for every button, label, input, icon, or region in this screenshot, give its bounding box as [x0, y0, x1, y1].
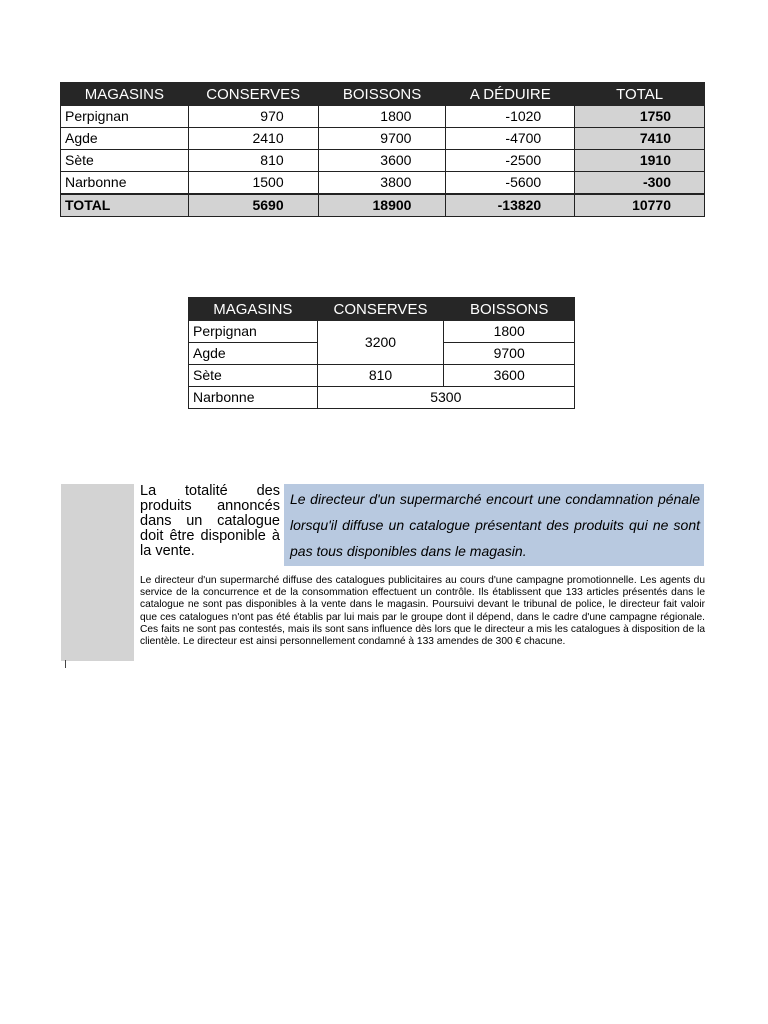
conserves-cell: 810 [188, 150, 318, 172]
column-header: MAGASINS [61, 83, 189, 106]
grand-total: 10770 [575, 194, 705, 217]
boissons-cell: 1800 [444, 321, 575, 343]
boissons-cell: 9700 [444, 343, 575, 365]
column-header: CONSERVES [317, 298, 444, 321]
column-header: MAGASINS [189, 298, 318, 321]
table-row [189, 387, 575, 409]
side-note: La totalité des produits annoncés dans un catalogue doit être disponible à la vente. [140, 483, 280, 559]
column-header: BOISSONS [318, 83, 446, 106]
boissons-total: 18900 [318, 194, 446, 217]
deduction-cell: -1020 [446, 106, 575, 128]
boissons-cell: 1800 [318, 106, 446, 128]
table-row [189, 365, 575, 387]
table-row [61, 106, 705, 128]
highlighted-quote: Le directeur d'un supermarché encourt une condamnation pénale lorsqu'il diffuse un catalogue présentant des produits qui ne sont pas tous disponibles dans le magasin. [284, 484, 704, 566]
store-name: Sète [189, 365, 318, 387]
table-row [61, 128, 705, 150]
total-cell: 7410 [575, 128, 705, 150]
table-header-row [61, 83, 705, 106]
table-row [61, 150, 705, 172]
store-name: Narbonne [189, 387, 318, 409]
margin-tick [65, 660, 66, 668]
deduction-cell: -2500 [446, 150, 575, 172]
deduction-cell: -4700 [446, 128, 575, 150]
conserves-cell: 2410 [188, 128, 318, 150]
column-header: CONSERVES [188, 83, 318, 106]
conserves-cell: 810 [317, 365, 444, 387]
table-header-row [189, 298, 575, 321]
boissons-cell: 3600 [318, 150, 446, 172]
table-total-row [61, 194, 705, 217]
boissons-cell: 3600 [444, 365, 575, 387]
table-row [189, 321, 575, 343]
conserves-merged-cell: 3200 [317, 321, 444, 365]
total-label: TOTAL [61, 194, 189, 217]
store-name: Agde [189, 343, 318, 365]
store-name: Perpignan [189, 321, 318, 343]
conserves-cell: 970 [188, 106, 318, 128]
conserves-total: 5690 [188, 194, 318, 217]
total-cell: -300 [575, 172, 705, 195]
merged-value-cell: 5300 [317, 387, 574, 409]
stores-totals-table [60, 82, 705, 217]
table-row [61, 172, 705, 195]
store-name: Perpignan [61, 106, 189, 128]
column-header: BOISSONS [444, 298, 575, 321]
total-cell: 1750 [575, 106, 705, 128]
store-name: Sète [61, 150, 189, 172]
column-header: A DÉDUIRE [446, 83, 575, 106]
column-header: TOTAL [575, 83, 705, 106]
boissons-cell: 3800 [318, 172, 446, 195]
deduction-total: -13820 [446, 194, 575, 217]
store-name: Narbonne [61, 172, 189, 195]
stores-merged-table [188, 297, 575, 409]
grey-margin-block [61, 484, 134, 661]
article-body: Le directeur d'un supermarché diffuse des catalogues publicitaires au cours d'une campagne promotionnelle. Les agents du service de la concurrence et de la consommation effectuent un contrôle. Ils établissent que 133 articles présentés dans le catalogue ne sont pas disponibles à la vente dans le magasin. Poursuivi devant le tribunal de police, le directeur fait valoir que ces catalogues n'ont pas été établis par lui mais par le groupe dont il dépend, dans le cadre d'une campagne régionale. Ces faits ne sont pas contestés, mais ils sont sans influence dès lors que le directeur a mis les catalogues à disposition de la clientèle. Le directeur est ainsi personnellement condamné à 133 amendes de 300 € chacune. [140, 575, 705, 648]
conserves-cell: 1500 [188, 172, 318, 195]
deduction-cell: -5600 [446, 172, 575, 195]
total-cell: 1910 [575, 150, 705, 172]
boissons-cell: 9700 [318, 128, 446, 150]
store-name: Agde [61, 128, 189, 150]
